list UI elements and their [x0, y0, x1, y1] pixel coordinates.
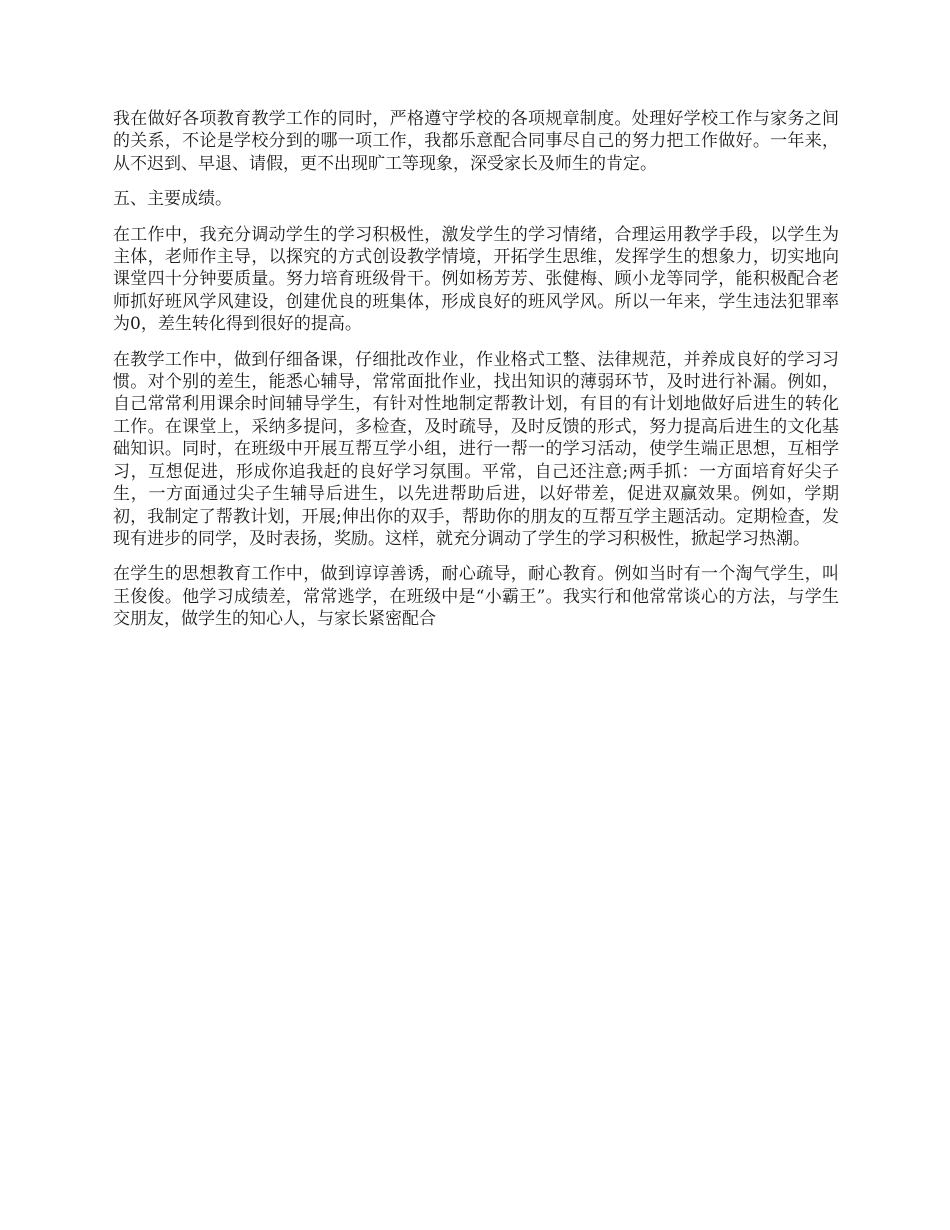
paragraph-moral-education: 在学生的思想教育工作中，做到谆谆善诱，耐心疏导，耐心教育。例如当时有一个淘气学生，叫王俊俊。他学习成绩差，常常逃学，在班级中是“小霸王”。我实行和他常常谈心的方法，与学生交朋友，做学生的知心人，与家长紧密配合: [113, 564, 839, 630]
section-heading-achievements: 五、主要成绩。: [113, 189, 232, 210]
paragraph-teaching-work: 在教学工作中，做到仔细备课，仔细批改作业，作业格式工整、法律规范，并养成良好的学习习惯。对个别的差生，能悉心辅导，常常面批作业，找出知识的薄弱环节，及时进行补漏。例如，自己常常利用课余时间辅导学生，有针对性地制定帮教计划，有目的有计划地做好后进生的转化工作。在课堂上，采纳多提问，多检查，及时疏导，及时反馈的形式，努力提高后进生的文化基础知识。同时，在班级中开展互帮互学小组，进行一帮一的学习活动，使学生端正思想，互相学习，互想促进，形成你追我赶的良好学习氛围。平常，自己还注意;两手抓：一方面培育好尖子生，一方面通过尖子生辅导后进生，以先进帮助后进，以好带差，促进双赢效果。例如，学期初，我制定了帮教计划，开展;伸出你的双手，帮助你的朋友的互帮互学主题活动。定期检查，发现有进步的同学，及时表扬，奖励。这样，就充分调动了学生的学习积极性，掀起学习热潮。: [113, 349, 839, 549]
paragraph-classroom-motivation: 在工作中，我充分调动学生的学习积极性，激发学生的学习情绪，合理运用教学手段，以学生为主体，老师作主导，以探究的方式创设教学情境，开拓学生思维，发挥学生的想象力，切实地向课堂四十分钟要质量。努力培育班级骨干。例如杨芳芳、张健梅、顾小龙等同学，能积极配合老师抓好班风学风建设，创建优良的班集体，形成良好的班风学风。所以一年来，学生违法犯罪率为0，差生转化得到很好的提高。: [113, 224, 839, 335]
document-body: [113, 108, 839, 644]
paragraph-conduct: 我在做好各项教育教学工作的同时，严格遵守学校的各项规章制度。处理好学校工作与家务之间的关系，不论是学校分到的哪一项工作，我都乐意配合同事尽自己的努力把工作做好。一年来，从不迟到、早退、请假，更不出现旷工等现象，深受家长及师生的肯定。: [113, 109, 839, 174]
